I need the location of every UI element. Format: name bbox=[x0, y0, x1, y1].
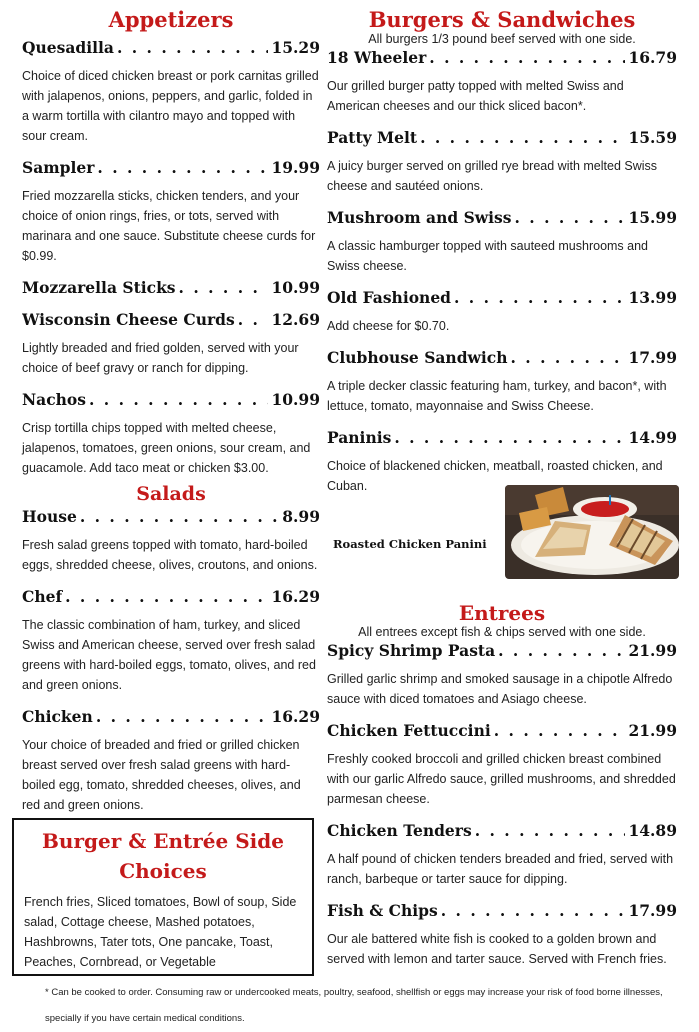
menu-item-quesadilla bbox=[22, 38, 320, 146]
item-description: Our ale battered white fish is cooked to a golden brown and served with lemon and tarter sauce. Served with French fries. bbox=[327, 932, 667, 967]
item-price: 10.99 bbox=[271, 390, 320, 410]
menu-item-clubhouse-sandwich bbox=[327, 348, 677, 416]
menu-item-18-wheeler bbox=[327, 48, 677, 116]
entrees-note: All entrees except fish & chips served with one side. bbox=[358, 625, 646, 640]
item-name: Nachos bbox=[22, 390, 86, 410]
item-description: A half pound of chicken tenders breaded and fried, served with ranch, barbeque or tarter sauce for dipping. bbox=[327, 852, 674, 887]
item-name: Chicken Tenders bbox=[327, 821, 472, 841]
menu-item-chicken-salad bbox=[22, 707, 320, 815]
menu-item-wisconsin-cheese-curds bbox=[22, 310, 320, 378]
menu-item-chicken-fettuccini bbox=[327, 721, 677, 809]
item-price: 15.29 bbox=[271, 38, 320, 58]
panini-plate-image bbox=[505, 485, 679, 579]
item-name: Clubhouse Sandwich bbox=[327, 348, 508, 368]
menu-item-mushroom-and-swiss bbox=[327, 208, 677, 276]
panini-photo-caption: Roasted Chicken Panini bbox=[333, 537, 487, 551]
item-price: 12.69 bbox=[271, 310, 320, 330]
item-price: 16.29 bbox=[271, 706, 320, 726]
item-name: Quesadilla bbox=[22, 38, 114, 58]
menu-item-fish-and-chips bbox=[327, 901, 677, 969]
burgers-note: All burgers 1/3 pound beef served with one side. bbox=[368, 32, 636, 47]
item-description: Our grilled burger patty topped with melted Swiss and American cheeses and our thick sliced bacon*. bbox=[327, 79, 624, 114]
menu-item-patty-melt bbox=[327, 128, 677, 196]
item-description: Choice of blackened chicken, meatball, roasted chicken, and Cuban. bbox=[327, 459, 663, 494]
menu-item-mozzarella-sticks bbox=[22, 278, 320, 298]
item-price: 17.99 bbox=[628, 901, 677, 921]
item-name: Mushroom and Swiss bbox=[327, 208, 512, 228]
item-name: House bbox=[22, 506, 77, 526]
item-name: Patty Melt bbox=[327, 128, 418, 148]
item-price: 14.99 bbox=[628, 428, 677, 448]
item-description: The classic combination of ham, turkey, and sliced Swiss and American cheese, served over fresh salad greens with hard-boiled eggs, tomato, olives, and red and green onions. bbox=[22, 617, 316, 692]
item-name: 18 Wheeler bbox=[327, 48, 427, 68]
item-price: 14.89 bbox=[628, 821, 677, 841]
item-name: Spicy Shrimp Pasta bbox=[327, 641, 496, 661]
item-name: Chef bbox=[22, 586, 63, 606]
item-name: Chicken Fettuccini bbox=[327, 721, 491, 741]
item-description: A classic hamburger topped with sauteed mushrooms and Swiss cheese. bbox=[327, 239, 649, 274]
item-description: Grilled garlic shrimp and smoked sausage in a chipotle Alfredo sauce with diced tomatoes and Asiago cheese. bbox=[327, 672, 673, 707]
health-disclaimer-footnote: * Can be cooked to order. Consuming raw or undercooked meats, poultry, seafood, shellfish or eggs may increase your risk of food borne illnesses, specially if you have certain medical conditions. bbox=[45, 987, 663, 1024]
item-name: Wisconsin Cheese Curds bbox=[22, 310, 235, 330]
item-description: Lightly breaded and fried golden, served with your choice of beef gravy or ranch for dipping. bbox=[22, 341, 299, 376]
item-description: Add cheese for $0.70. bbox=[327, 319, 450, 334]
item-price: 16.29 bbox=[271, 586, 320, 606]
item-name: Old Fashioned bbox=[327, 288, 452, 308]
appetizers-title: Appetizers bbox=[108, 7, 234, 32]
item-description: Your choice of breaded and fried or grilled chicken breast served over fresh salad greens with hard-boiled egg, tomato, shredded cheeses, olives, and red and green onions. bbox=[22, 737, 301, 812]
item-name: Fish & Chips bbox=[327, 901, 438, 921]
item-description: Choice of diced chicken breast or pork carnitas grilled with jalapenos, onions, peppers, and garlic, folded in a warm tortilla with cilantro mayo and topped with sour cream. bbox=[22, 69, 319, 144]
item-price: 17.99 bbox=[628, 348, 677, 368]
item-description: Fresh salad greens topped with tomato, hard-boiled eggs, shredded cheese, olives, croutons, and onions. bbox=[22, 537, 318, 572]
salads-title: Salads bbox=[136, 483, 206, 506]
side-choices-list: French fries, Sliced tomatoes, Bowl of soup, Side salad, Cottage cheese, Mashed potatoes, Hashbrowns, Tater tots, One pancake, Toast, Peaches, Cornbread, or Vegetable bbox=[24, 895, 297, 969]
item-price: 15.59 bbox=[628, 128, 677, 148]
side-choices-title: Burger & Entrée Side Choices bbox=[42, 829, 284, 883]
item-description: Crisp tortilla chips topped with melted cheese, jalapenos, tomatoes, green onions, sour cream, and guacamole. Add taco meat or chicken $3.00. bbox=[22, 421, 311, 476]
menu-item-sampler bbox=[22, 158, 320, 266]
item-description: A juicy burger served on grilled rye bread with melted Swiss cheese and sautéed onions. bbox=[327, 159, 658, 194]
item-price: 21.99 bbox=[628, 721, 677, 741]
item-price: 13.99 bbox=[628, 288, 677, 308]
item-price: 21.99 bbox=[628, 641, 677, 661]
menu-item-chicken-tenders bbox=[327, 821, 677, 889]
menu-item-house-salad bbox=[22, 507, 320, 575]
item-name: Paninis bbox=[327, 428, 392, 448]
item-name: Sampler bbox=[22, 158, 95, 178]
side-choices-box bbox=[12, 818, 314, 976]
item-price: 19.99 bbox=[271, 158, 320, 178]
menu-item-spicy-shrimp-pasta bbox=[327, 641, 677, 709]
left-column bbox=[22, 0, 320, 815]
item-price: 8.99 bbox=[282, 506, 320, 526]
menu-item-chef-salad bbox=[22, 587, 320, 695]
item-price: 15.99 bbox=[628, 208, 677, 228]
burgers-title: Burgers & Sandwiches bbox=[368, 7, 636, 32]
entrees-title: Entrees bbox=[458, 601, 546, 626]
panini-photo bbox=[505, 485, 679, 579]
item-price: 16.79 bbox=[628, 48, 677, 68]
menu-item-old-fashioned bbox=[327, 288, 677, 336]
item-description: A triple decker classic featuring ham, turkey, and bacon*, with lettuce, tomato, mayonnaise and Swiss Cheese. bbox=[327, 379, 667, 414]
item-description: Freshly cooked broccoli and grilled chicken breast combined with our garlic Alfredo sauce, grilled mushrooms, and shredded parmesan cheese. bbox=[327, 752, 676, 807]
item-name: Chicken bbox=[22, 706, 93, 726]
item-name: Mozzarella Sticks bbox=[22, 278, 176, 298]
menu-item-nachos bbox=[22, 390, 320, 478]
item-price: 10.99 bbox=[271, 278, 320, 298]
item-description: Fried mozzarella sticks, chicken tenders, and your choice of onion rings, fries, or tots, served with marinara and one sauce. Substitute cheese curds for $0.99. bbox=[22, 189, 316, 264]
